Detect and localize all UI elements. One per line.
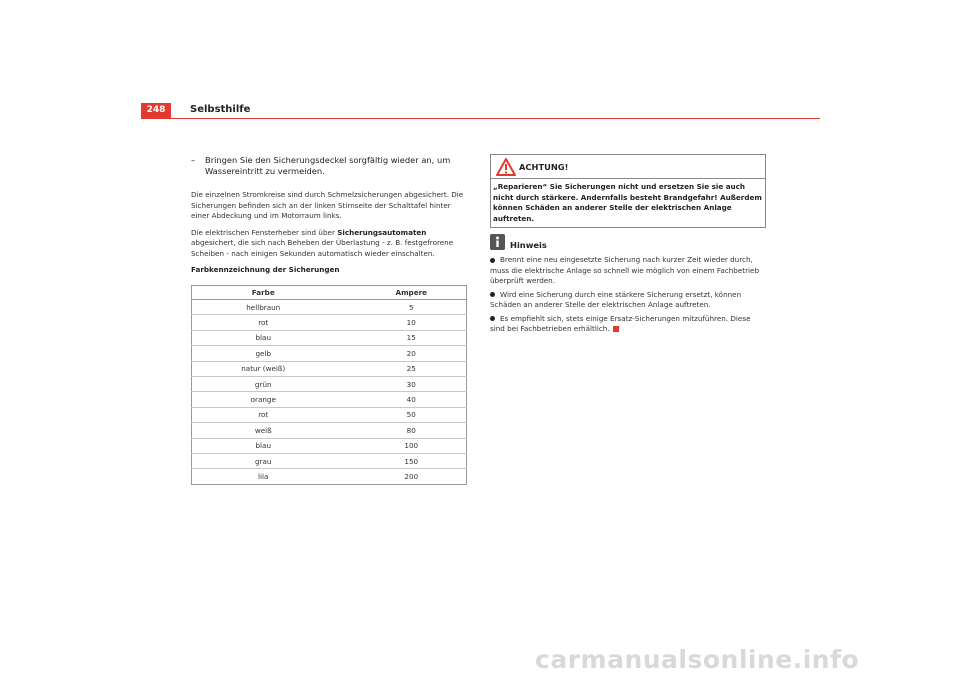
fuse-color-cell: blau <box>192 330 335 345</box>
fuse-color-cell: hellbraun <box>192 300 335 315</box>
table-row <box>192 330 467 345</box>
fuse-color-cell: gelb <box>192 346 335 361</box>
info-hint-icon <box>490 234 505 250</box>
step-text: Bringen Sie den Sicherungsdeckel sorgfältig wieder an, um Wassereintritt zu vermeiden. <box>205 155 451 176</box>
table-row <box>192 438 467 453</box>
para2-end: abgesichert, die sich nach Beheben der Überlastung - z. B. festgefrorene Scheiben - nach einigen Sekunden automatisch wieder einschalten. <box>191 238 454 258</box>
section-end-marker-icon <box>613 326 619 332</box>
warning-text: „Reparieren“ Sie Sicherungen nicht und ersetzen Sie sie auch nicht durch stärkere. Andernfalls besteht Brandgefahr! Außerdem können Schäden an anderer Stelle der elektrischen Anlage auftreten. <box>493 182 762 223</box>
header-divider <box>141 118 820 119</box>
hint-bullet-1 <box>490 255 766 287</box>
table-row <box>192 423 467 438</box>
table-row <box>192 315 467 330</box>
page-title: Selbsthilfe <box>190 104 251 115</box>
hint-bullet-text: Es empfiehlt sich, stets einige Ersatz-Sicherungen mitzuführen. Diese sind bei Fachbetrieben erhältlich. <box>490 313 751 333</box>
fuse-color-cell: grau <box>192 453 335 468</box>
fuse-ampere-cell: 50 <box>335 407 467 422</box>
table-row <box>192 392 467 407</box>
paragraph-fuses: Die einzelnen Stromkreise sind durch Schmelzsicherungen abgesichert. Die Sicherungen befinden sich an der linken Stirnseite der Schalttafel hinter einer Abdeckung und im Motorraum links. <box>191 190 464 220</box>
watermark-text: carmanualsonline.info <box>535 645 860 674</box>
table-header-row <box>192 286 467 300</box>
warning-header <box>491 155 765 179</box>
fuse-ampere-cell: 25 <box>335 361 467 376</box>
para2-bold-term: Sicherungsautomaten <box>337 227 427 237</box>
para2-start: Die elektrischen Fensterheber sind über <box>191 227 338 237</box>
fuse-color-cell: orange <box>192 392 335 407</box>
fuse-color-cell: rot <box>192 315 335 330</box>
step-dash: – <box>191 155 196 165</box>
warning-triangle-icon <box>496 158 516 176</box>
hint-bullet-3 <box>490 314 766 335</box>
fuse-ampere-cell: 20 <box>335 346 467 361</box>
fuse-ampere-cell: 80 <box>335 423 467 438</box>
page-number: 248 <box>141 103 171 118</box>
fuse-ampere-cell: 15 <box>335 330 467 345</box>
hint-bullet-2 <box>490 290 766 311</box>
fuse-color-table <box>191 285 467 485</box>
fuse-ampere-cell: 100 <box>335 438 467 453</box>
fuse-color-cell: lila <box>258 471 269 481</box>
fuse-ampere-cell: 30 <box>335 376 467 391</box>
instruction-step <box>191 155 467 177</box>
fuse-color-cell: weiß <box>192 423 335 438</box>
fuse-ampere-cell: 200 <box>404 471 419 481</box>
right-column <box>490 154 766 335</box>
header-ampere: Ampere <box>335 286 467 300</box>
fuse-ampere-cell: 150 <box>335 453 467 468</box>
table-row <box>192 469 467 484</box>
bullet-dot-icon <box>490 316 495 321</box>
table-row <box>192 361 467 376</box>
table-row <box>192 300 467 315</box>
hint-bullet-text: Wird eine Sicherung durch eine stärkere Sicherung ersetzt, können Schäden an anderer Stelle der elektrischen Anlage auftreten. <box>490 289 742 309</box>
bullet-dot-icon <box>490 292 495 297</box>
fuse-color-cell: grün <box>192 376 335 391</box>
header-farbe: Farbe <box>192 286 335 300</box>
fuse-color-cell: rot <box>192 407 335 422</box>
fuse-ampere-cell: 40 <box>335 392 467 407</box>
warning-title: ACHTUNG! <box>519 162 569 172</box>
table-row <box>192 376 467 391</box>
table-row <box>192 407 467 422</box>
fuse-color-cell: blau <box>192 438 335 453</box>
paragraph-window-lifters <box>191 228 467 260</box>
fuse-ampere-cell: 10 <box>335 315 467 330</box>
left-column <box>191 155 467 485</box>
fuse-ampere-cell: 5 <box>335 300 467 315</box>
fuse-color-cell: natur (weiß) <box>192 361 335 376</box>
hint-title: Hinweis <box>510 240 547 250</box>
warning-box <box>490 154 766 228</box>
hint-header <box>490 234 766 252</box>
table-row <box>192 453 467 468</box>
bullet-dot-icon <box>490 258 495 263</box>
fuse-color-heading: Farbkennzeichnung der Sicherungen <box>191 265 340 274</box>
hint-bullet-text: Brennt eine neu eingesetzte Sicherung nach kurzer Zeit wieder durch, muss die elektrische Anlage so schnell wie möglich von einem Fachbetrieb überprüft werden. <box>490 255 760 285</box>
table-row <box>192 346 467 361</box>
